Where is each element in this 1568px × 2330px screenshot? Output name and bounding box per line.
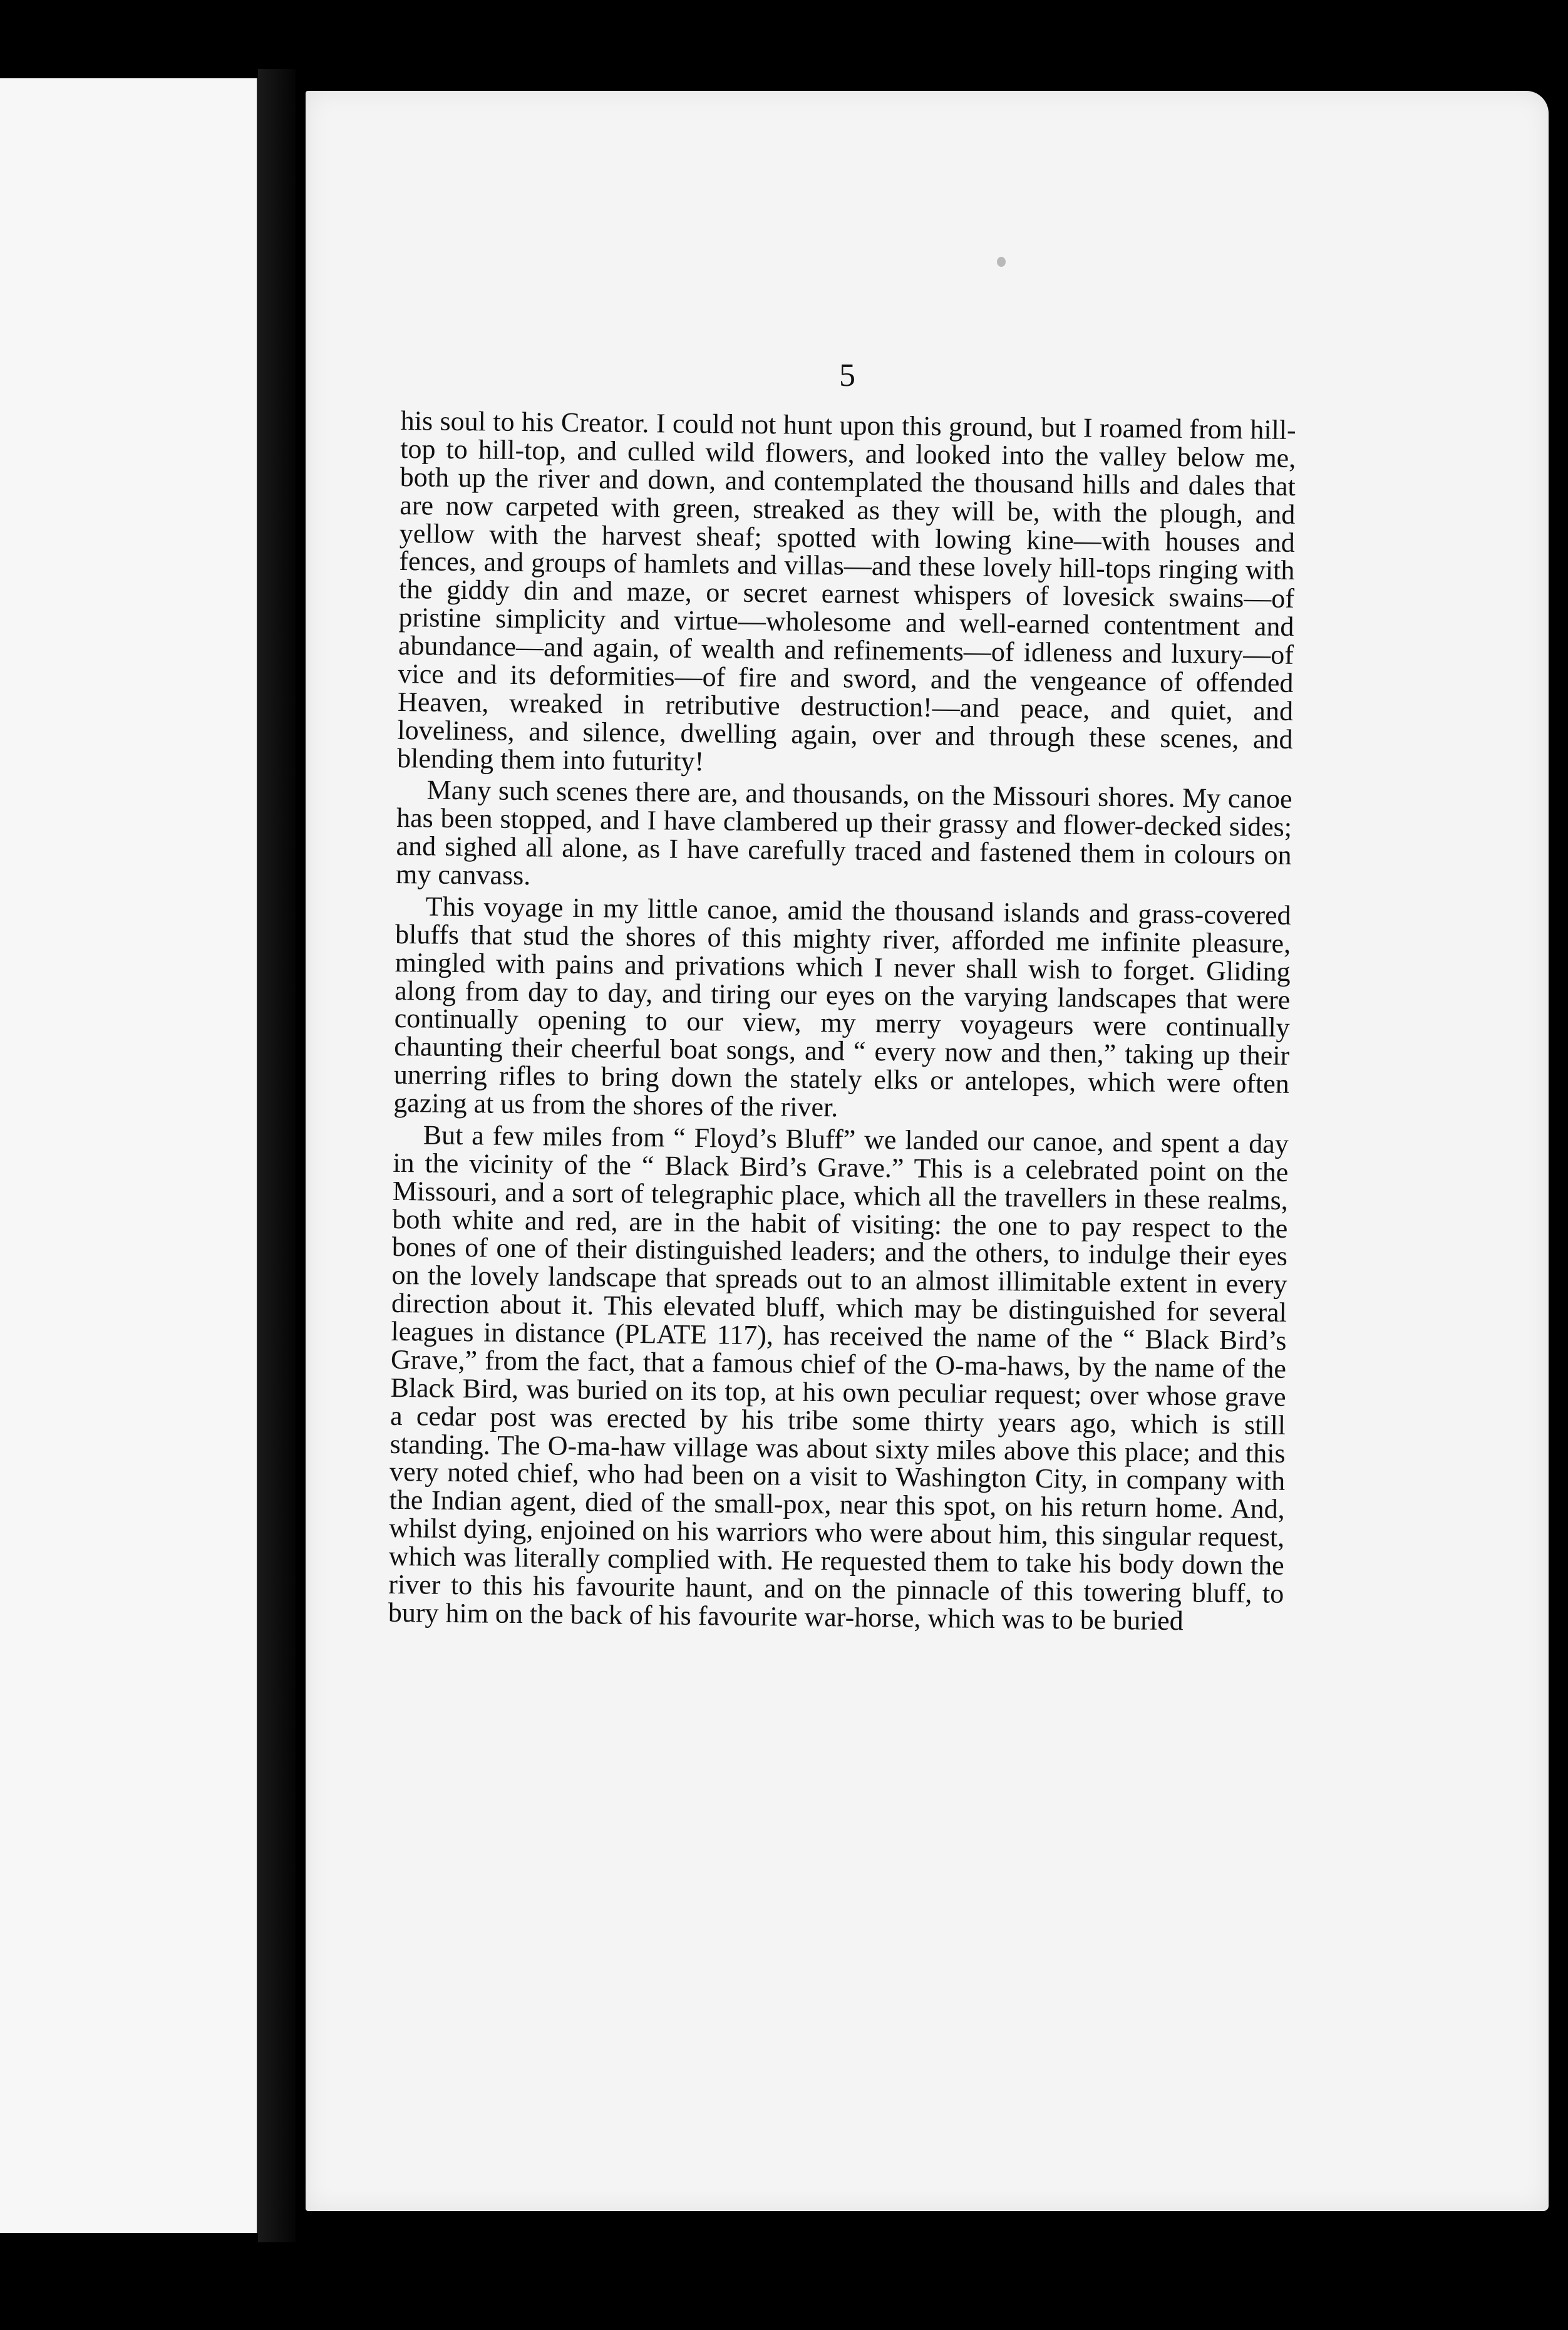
paper-fleck — [997, 257, 1006, 267]
paragraph-2: Many such scenes there are, and thousands, on the Missouri shores. My canoe has been stopped, and I have clambered up their grassy and flower-decked sides; and sighed all alone, as I have carefully traced and fastened them in colours on my canvass. — [395, 774, 1292, 891]
paragraph-1: his soul to his Creator. I could not hunt upon this ground, but I roamed from hill-top to hill-top, and culled wild flowers, and looked into the valley below me, both up the river and down, and contemplated the thousand hills and dales that are now carpeted with green, streaked as they will be, with the plough, and yellow with the harvest sheaf; spotted with lowing kine—with houses and fences, and groups of hamlets and villas—and these lovely hill-tops ringing with the giddy din and maze, or secret earnest whispers of lovesick swains—of pristine simplicity and virtue—wholesome and well-earned contentment and abundance—and again, of wealth and refinements—of idleness and luxury—of vice and its deformities—of fire and sword, and the vengeance of offended Heaven, wreaked in retributive destruction!—and peace, and quiet, and loveliness, and silence, dwelling again, over and through these scenes, and blending them into futurity! — [396, 405, 1296, 777]
gutter-shadow — [258, 69, 296, 2242]
paragraph-3: This voyage in my little canoe, amid the thousand islands and grass-covered bluffs that stud the shores of this mighty river, afforded me infinite pleasure, mingled with pains and privations which I never shall wish to forget. Gliding along from day to day, and tiring our eyes on the varying landscapes that were continually opening to our view, my merry voyageurs were continually chaunting their cheerful boat songs, and “ every now and then,” taking up their unerring rifles to bring down the stately elks or antelopes, which were often gazing at us from the shores of the river. — [393, 891, 1291, 1123]
left-page-blank — [0, 78, 260, 2233]
page-body-text — [388, 407, 1296, 1640]
paragraph-4: But a few miles from “ Floyd’s Bluff” we landed our canoe, and spent a day in the vicinity of the “ Black Bird’s Grave.” This is a celebrated point on the Missouri, and a sort of telegraphic place, which all the travellers in these realms, both white and red, are in the habit of visiting: the one to pay respect to the bones of one of their distinguished leaders; and the others, to indulge their eyes on the lovely landscape that spreads out to an almost illimitable extent in every direction about it. This elevated bluff, which may be distinguished for several leagues in distance (PLATE 117), has received the name of the “ Black Bird’s Grave,” from the fact, that a famous chief of the O-ma-haws, by the name of the Black Bird, was buried on its top, at his own peculiar request; over whose grave a cedar post was erected by his tribe some thirty years ago, which is still standing. The O-ma-haw village was about sixty miles above this place; and this very noted chief, who had been on a visit to Washington City, in company with the Indian agent, died of the small-pox, near this spot, on his return home. And, whilst dying, enjoined on his warriors who were about him, this singular request, which was literally complied with. He requested them to take his body down the river to this his favourite haunt, and on the pinnacle of this towering bluff, to bury him on the back of his favourite war-horse, which was to be buried — [388, 1119, 1289, 1636]
page-number: 5 — [839, 358, 855, 393]
